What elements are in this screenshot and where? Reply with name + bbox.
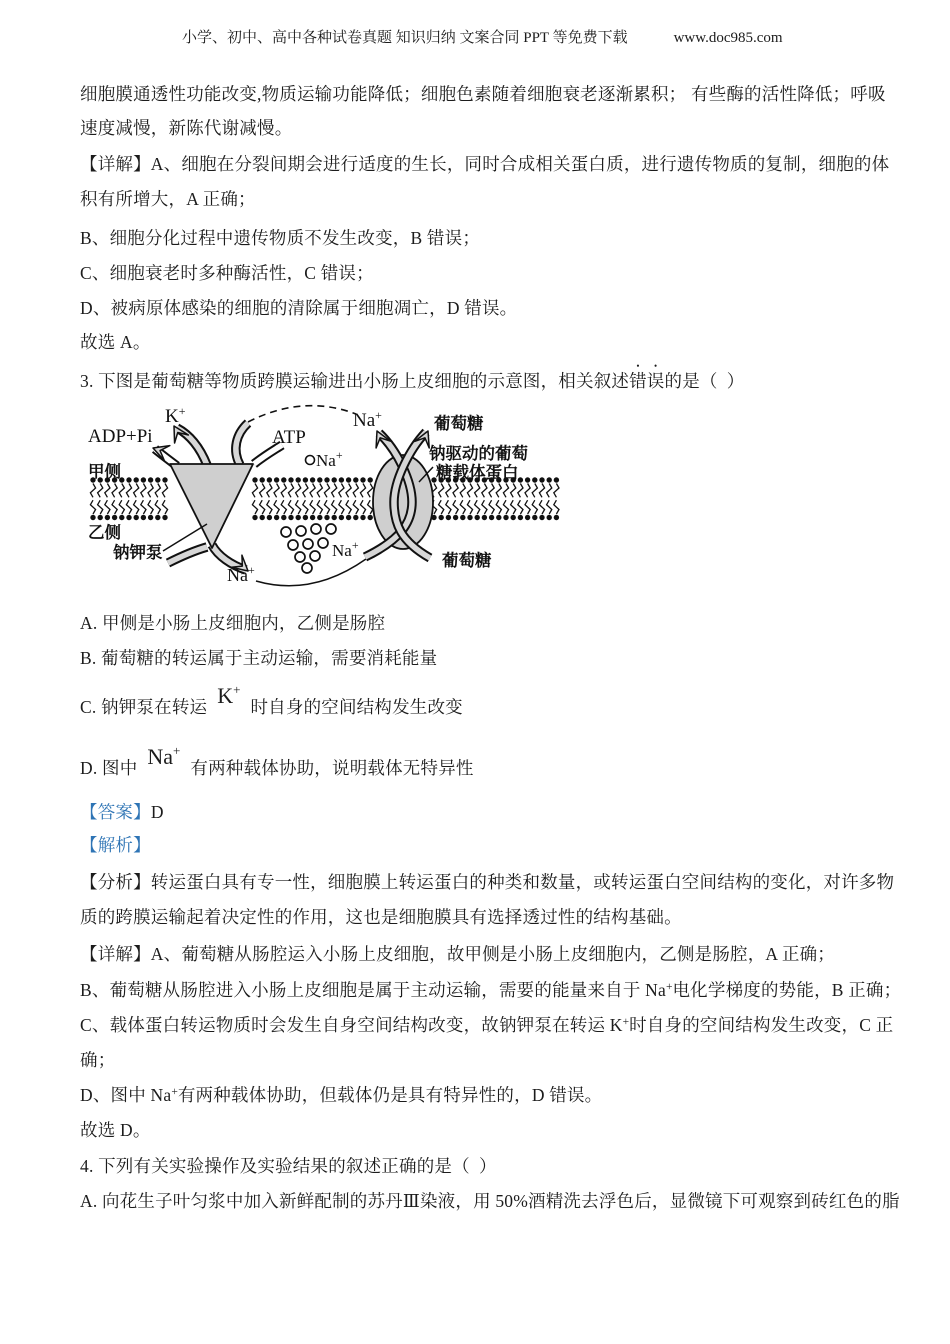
inline-formula: Na+: [147, 743, 181, 769]
text-run: B、细胞分化过程中遗传物质不发生改变，B 错误；: [80, 228, 481, 248]
lipid-tail: [98, 484, 103, 498]
diagram-labels: [88, 404, 529, 585]
lipid-head: [141, 515, 146, 520]
lipid-head: [475, 515, 480, 520]
lipid-tail: [90, 500, 95, 514]
lipid-head: [460, 515, 465, 520]
text-run: A. 向花生子叶匀浆中加入新鲜配制的苏丹Ⅲ染液，用 50%酒精洗去浮色后，显微镜下可观察到砖红色的脂: [80, 1191, 900, 1211]
lipid-head: [324, 477, 329, 482]
diagram-label: 钠驱动的葡萄: [429, 444, 528, 463]
lipid-head: [119, 515, 124, 520]
text-line-19: [80, 973, 901, 1008]
lipid-tail: [489, 500, 494, 514]
lipid-tail: [547, 500, 552, 514]
diagram-label: Na+: [332, 538, 359, 560]
lipid-tail: [332, 500, 337, 514]
phospholipid-bilayer: [90, 477, 559, 520]
lipid-head: [105, 515, 110, 520]
text-run: D、被病原体感染的细胞的清除属于细胞凋亡，D 错误。: [80, 298, 518, 318]
header-url: www.doc985.com: [673, 30, 783, 46]
lipid-head: [162, 477, 167, 482]
lipid-head: [525, 477, 530, 482]
lipid-head: [496, 515, 501, 520]
lipid-head: [281, 477, 286, 482]
lipid-head: [303, 515, 308, 520]
lipid-tail: [141, 484, 146, 498]
lipid-head: [296, 477, 301, 482]
text-run: D、图中: [80, 1085, 151, 1105]
lipid-head: [148, 515, 153, 520]
text-run: 细胞膜通透性功能改变,物质运输功能降低；细胞色素随着细胞衰老逐渐累积； 有些酶的活性降低；呼吸: [80, 84, 886, 104]
lipid-head: [554, 515, 559, 520]
lipid-tail: [310, 484, 315, 498]
lipid-head: [554, 477, 559, 482]
diagram-label: 乙侧: [88, 523, 121, 542]
diagram-label: Na+: [316, 448, 343, 470]
lipid-head: [525, 515, 530, 520]
lipid-head: [126, 515, 131, 520]
text-run: C. 钠钾泵在转运: [80, 697, 208, 717]
lipid-tail: [360, 500, 365, 514]
lipid-tail: [353, 484, 358, 498]
lipid-tail: [446, 500, 451, 514]
lipid-tail: [346, 500, 351, 514]
text-line-25: [80, 1184, 900, 1219]
lipid-head: [155, 515, 160, 520]
lipid-tail: [134, 500, 139, 514]
lipid-tail: [511, 500, 516, 514]
lipid-tail: [339, 484, 344, 498]
membrane-transport-diagram: [85, 398, 565, 598]
lipid-head: [439, 515, 444, 520]
lipid-head: [310, 477, 315, 482]
lipid-tail: [303, 500, 308, 514]
lipid-tail: [105, 500, 110, 514]
lipid-tail: [439, 484, 444, 498]
lipid-tail: [260, 484, 265, 498]
diagram-label: 葡萄糖: [442, 551, 492, 570]
lipid-head: [288, 477, 293, 482]
page-header: [167, 9, 783, 64]
lipid-head: [324, 515, 329, 520]
lipid-tail: [503, 484, 508, 498]
diagram-label: 钠钾泵: [113, 543, 163, 562]
lipid-head: [467, 515, 472, 520]
lipid-head: [98, 515, 103, 520]
text-run: 电化学梯度的势能，B 正确；: [672, 980, 902, 1000]
text-run: D: [150, 802, 164, 822]
text-run: 故选 A。: [80, 332, 151, 352]
lipid-head: [90, 515, 95, 520]
sodium-ion: [288, 540, 298, 550]
lipid-tail: [126, 484, 131, 498]
lipid-tail: [518, 500, 523, 514]
lipid-head: [547, 515, 552, 520]
lipid-tail: [339, 500, 344, 514]
lipid-tail: [554, 500, 559, 514]
text-line-11: [80, 641, 437, 676]
text-run: 确；: [80, 1050, 116, 1070]
lipid-head: [368, 477, 373, 482]
lipid-tail: [148, 484, 153, 498]
lipid-head: [274, 515, 279, 520]
text-run: 错误: [629, 371, 665, 391]
lipid-head: [267, 515, 272, 520]
text-line-17: [80, 900, 682, 935]
text-line-23: [80, 1113, 151, 1148]
lipid-tail: [134, 484, 139, 498]
lipid-head: [126, 477, 131, 482]
text-line-5: [80, 221, 480, 256]
lipid-tail: [554, 484, 559, 498]
lipid-head: [532, 515, 537, 520]
lipid-head: [482, 515, 487, 520]
text-run: B. 葡萄糖的转运属于主动运输，需要消耗能量: [80, 648, 438, 668]
lipid-tail: [532, 484, 537, 498]
lipid-tail: [274, 500, 279, 514]
lipid-head: [296, 515, 301, 520]
lipid-head: [368, 515, 373, 520]
lipid-tail: [112, 500, 117, 514]
lipid-head: [288, 515, 293, 520]
lipid-head: [281, 515, 286, 520]
lipid-tail: [467, 500, 472, 514]
lipid-tail: [496, 500, 501, 514]
lipid-tail: [288, 484, 293, 498]
lipid-tail: [317, 500, 322, 514]
diagram-label: ATP: [272, 427, 306, 448]
lipid-tail: [489, 484, 494, 498]
text-line-8: [80, 325, 151, 360]
lipid-tail: [539, 484, 544, 498]
lipid-tail: [482, 484, 487, 498]
lipid-tail: [482, 500, 487, 514]
lipid-tail: [155, 500, 160, 514]
lipid-head: [162, 515, 167, 520]
lipid-head: [317, 515, 322, 520]
text-run: 的是（ ）: [664, 371, 745, 391]
text-run: 时自身的空间结构发生改变，C 正: [629, 1015, 894, 1035]
lipid-head: [360, 477, 365, 482]
lipid-tail: [141, 500, 146, 514]
text-run: Na+: [645, 980, 673, 1000]
lipid-tail: [525, 484, 530, 498]
text-line-15: [80, 828, 151, 863]
text-line-22: [80, 1078, 602, 1113]
lipid-head: [453, 515, 458, 520]
lipid-head: [339, 515, 344, 520]
sodium-ion: [302, 563, 312, 573]
lipid-tail: [303, 484, 308, 498]
text-run: 质的跨膜运输起着决定性的作用，这也是细胞膜具有选择透过性的结构基础。: [80, 907, 682, 927]
text-run: D. 图中: [80, 758, 138, 778]
sodium-ion-dots: [281, 456, 336, 574]
marker-label: 【答案】: [80, 802, 151, 822]
lipid-head: [518, 515, 523, 520]
text-line-24: [80, 1149, 497, 1184]
lipid-tail: [119, 500, 124, 514]
lipid-tail: [368, 500, 373, 514]
text-run: C、细胞衰老时多种酶活性，C 错误；: [80, 263, 374, 283]
lipid-head: [346, 477, 351, 482]
lipid-tail: [453, 500, 458, 514]
text-run: 3. 下图是葡萄糖等物质跨膜运输进出小肠上皮细胞的示意图，相关叙述: [80, 371, 630, 391]
lipid-head: [446, 515, 451, 520]
lipid-head: [503, 515, 508, 520]
lipid-tail: [518, 484, 523, 498]
text-line-21: [80, 1043, 115, 1078]
lipid-tail: [252, 484, 257, 498]
lipid-tail: [532, 500, 537, 514]
text-run: 积有所增大，A 正确；: [80, 189, 256, 209]
lipid-tail: [105, 484, 110, 498]
lipid-tail: [539, 500, 544, 514]
sodium-ion: [303, 539, 313, 549]
text-run: 【分析】转运蛋白具有专一性，细胞膜上转运蛋白的种类和数量，或转运蛋白空间结构的变化，对许多物: [80, 872, 895, 892]
diagram-label: 葡萄糖: [434, 414, 484, 433]
lipid-tail: [475, 484, 480, 498]
lipid-tail: [274, 484, 279, 498]
text-line-13: [80, 743, 474, 786]
lipid-head: [346, 515, 351, 520]
diagram-label: 甲侧: [88, 462, 121, 481]
lipid-head: [252, 515, 257, 520]
lipid-head: [274, 477, 279, 482]
lipid-head: [260, 515, 265, 520]
lipid-head: [539, 515, 544, 520]
text-line-9: [80, 361, 744, 399]
text-run: 有两种载体协助，但载体仍是具有特异性的，D 错误。: [177, 1085, 603, 1105]
diagram-label: K+: [165, 404, 186, 427]
lipid-tail: [126, 500, 131, 514]
lipid-head: [252, 477, 257, 482]
text-run: 时自身的空间结构发生改变: [250, 697, 463, 717]
lipid-head: [148, 477, 153, 482]
sodium-ion: [310, 551, 320, 561]
text-line-2: [80, 111, 292, 146]
lipid-head: [317, 477, 322, 482]
lipid-head: [267, 477, 272, 482]
lipid-head: [155, 477, 160, 482]
lipid-tail: [281, 484, 286, 498]
text-line-10: [80, 606, 385, 641]
lipid-tail: [460, 484, 465, 498]
header-text: 小学、初中、高中各种试卷真题 知识归纳 文案合同 PPT 等免费下载: [182, 30, 628, 46]
lipid-tail: [346, 484, 351, 498]
lipid-head: [332, 515, 337, 520]
diagram-label: 糖载体蛋白: [436, 463, 519, 482]
sodium-ion: [295, 552, 305, 562]
text-run: K+: [609, 1015, 630, 1035]
text-run: C、载体蛋白转运物质时会发生自身空间结构改变，故钠钾泵在转运: [80, 1015, 610, 1035]
text-run: 4. 下列有关实验操作及实验结果的叙述正确的是（ ）: [80, 1156, 497, 1176]
diagram-label: Na+: [353, 408, 382, 431]
lipid-tail: [162, 500, 167, 514]
inline-formula: K+: [217, 682, 241, 708]
lipid-head: [310, 515, 315, 520]
text-run: 速度减慢，新陈代谢减慢。: [80, 118, 293, 138]
lipid-tail: [332, 484, 337, 498]
lipid-tail: [119, 484, 124, 498]
text-run: B、葡萄糖从肠腔进入小肠上皮细胞是属于主动运输，需要的能量来自于: [80, 980, 646, 1000]
lipid-tail: [360, 484, 365, 498]
lipid-tail: [267, 484, 272, 498]
lipid-tail: [90, 484, 95, 498]
lipid-tail: [324, 484, 329, 498]
text-run: Na+: [150, 1085, 178, 1105]
lipid-head: [547, 477, 552, 482]
lipid-tail: [317, 484, 322, 498]
lipid-head: [353, 515, 358, 520]
sodium-potassium-pump-shape: [170, 464, 253, 548]
lipid-head: [532, 477, 537, 482]
lipid-tail: [368, 484, 373, 498]
sodium-ion: [326, 524, 336, 534]
text-line-18: [80, 937, 835, 972]
lipid-tail: [467, 484, 472, 498]
lipid-head: [332, 477, 337, 482]
lipid-tail: [162, 484, 167, 498]
lipid-tail: [252, 500, 257, 514]
lipid-tail: [155, 484, 160, 498]
lipid-head: [539, 477, 544, 482]
text-line-1: [80, 77, 886, 112]
lipid-tail: [324, 500, 329, 514]
lipid-tail: [525, 500, 530, 514]
lipid-head: [260, 477, 265, 482]
lipid-head: [360, 515, 365, 520]
lipid-head: [518, 477, 523, 482]
lipid-head: [303, 477, 308, 482]
text-line-3: [80, 147, 889, 182]
lipid-tail: [439, 500, 444, 514]
diagram-label: Na+: [227, 563, 255, 585]
lipid-tail: [475, 500, 480, 514]
lipid-head: [134, 477, 139, 482]
lipid-tail: [148, 500, 153, 514]
text-run: 有两种载体协助，说明载体无特异性: [190, 758, 474, 778]
lipid-tail: [503, 500, 508, 514]
lipid-tail: [296, 500, 301, 514]
lipid-tail: [296, 484, 301, 498]
lipid-tail: [496, 484, 501, 498]
lipid-tail: [353, 500, 358, 514]
lipid-tail: [98, 500, 103, 514]
text-line-20: [80, 1008, 893, 1043]
text-run: A. 甲侧是小肠上皮细胞内，乙侧是肠腔: [80, 613, 386, 633]
lipid-tail: [511, 484, 516, 498]
lipid-head: [112, 515, 117, 520]
sodium-ion: [306, 456, 315, 465]
lipid-tail: [453, 484, 458, 498]
sodium-ion: [311, 524, 321, 534]
text-run: 故选 D。: [80, 1120, 151, 1140]
text-line-14: [80, 795, 164, 830]
lipid-tail: [260, 500, 265, 514]
lipid-tail: [288, 500, 293, 514]
dashed-cycle-arc: [248, 406, 356, 422]
lipid-head: [511, 515, 516, 520]
lipid-tail: [460, 500, 465, 514]
sodium-ion: [318, 538, 328, 548]
bottom-cycle-arc: [256, 559, 366, 586]
lipid-tail: [267, 500, 272, 514]
text-line-4: [80, 182, 256, 217]
lipid-tail: [310, 500, 315, 514]
marker-label: 【解析】: [80, 835, 151, 855]
lipid-tail: [547, 484, 552, 498]
text-run: 【详解】A、细胞在分裂间期会进行适度的生长，同时合成相关蛋白质，进行遗传物质的复制，细胞的体: [80, 154, 890, 174]
text-line-7: [80, 291, 517, 326]
text-line-6: [80, 256, 374, 291]
lipid-tail: [112, 484, 117, 498]
lipid-head: [141, 477, 146, 482]
text-line-12: [80, 682, 463, 725]
lipid-head: [489, 515, 494, 520]
lipid-tail: [446, 484, 451, 498]
text-line-16: [80, 865, 894, 900]
diagram-label: ADP+Pi: [88, 426, 153, 447]
lipid-head: [353, 477, 358, 482]
sodium-ion: [296, 526, 306, 536]
lipid-head: [339, 477, 344, 482]
lipid-tail: [281, 500, 286, 514]
lipid-head: [134, 515, 139, 520]
text-run: 【详解】A、葡萄糖从肠腔运入小肠上皮细胞，故甲侧是小肠上皮细胞内，乙侧是肠腔，A 正确；: [80, 944, 835, 964]
sodium-ion: [281, 527, 291, 537]
